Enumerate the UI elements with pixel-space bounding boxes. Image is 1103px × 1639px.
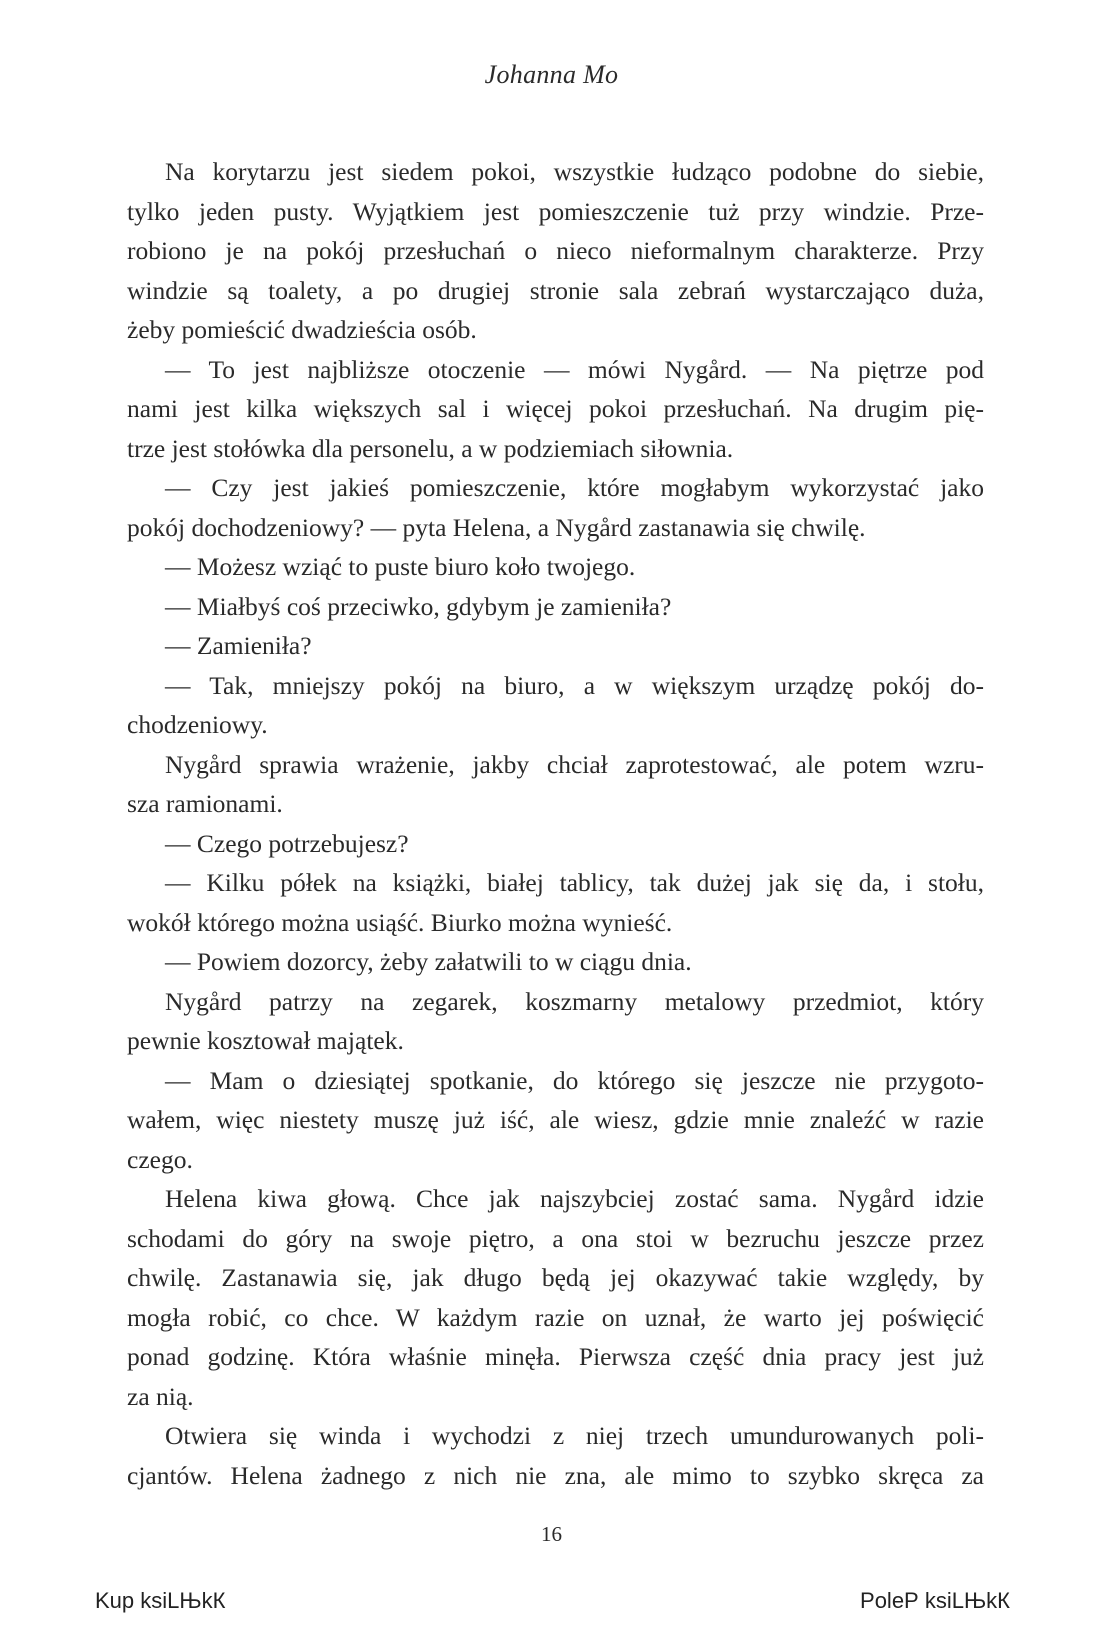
text-line: mogła robić, co chce. W każdym razie on uznał, że warto jej poświęcić: [127, 1302, 984, 1332]
text-line: — Tak, mniejszy pokój na biuro, a w większym urządzę pokój do-: [165, 670, 984, 700]
text-line: windzie są toalety, a po drugiej stronie sala zebrań wystarczająco duża,: [127, 275, 984, 305]
text-line: wokół którego można usiąść. Biurko można wynieść.: [127, 907, 673, 937]
text-line: cjantów. Helena żadnego z nich nie zna, ale mimo to szybko skręca za: [127, 1460, 984, 1490]
text-line: nami jest kilka większych sal i więcej pokoi przesłuchań. Na drugim pię-: [127, 394, 984, 423]
text-line: Nygård patrzy na zegarek, koszmarny metalowy przedmiot, który: [165, 986, 984, 1016]
text-line: Helena kiwa głową. Chce jak najszybciej zostać sama. Nygård idzie: [165, 1184, 984, 1213]
text-line: — Mam o dziesiątej spotkanie, do którego się jeszcze nie przygoto-: [165, 1065, 984, 1095]
text-line: — Zamieniła?: [165, 631, 312, 660]
text-line: — Możesz wziąć to puste biuro koło twojego.: [165, 552, 636, 581]
buy-book-link[interactable]: Kup ksiLЊkК: [95, 1588, 226, 1613]
text-line: Nygård sprawia wrażenie, jakby chciał zaprotestować, ale potem wzru-: [165, 749, 984, 779]
text-line: sza ramionami.: [127, 789, 283, 818]
recommend-book-link[interactable]: PoleР ksiLЊkК: [860, 1588, 1010, 1613]
text-line: za nią.: [127, 1381, 194, 1411]
text-line: tylko jeden pusty. Wyjątkiem jest pomieszczenie tuż przy windzie. Prze-: [127, 196, 984, 226]
text-line: ponad godzinę. Która właśnie minęła. Pierwsza część dnia pracy jest już: [127, 1342, 984, 1371]
page-number: 16: [541, 1522, 562, 1546]
text-line: schodami do góry na swoje piętro, a ona stoi w bezruchu jeszcze przez: [127, 1223, 984, 1253]
text-line: — Czy jest jakieś pomieszczenie, które mogłabym wykorzystać jako: [165, 473, 984, 502]
text-line: pewnie kosztował majątek.: [127, 1026, 404, 1055]
text-line: chodzeniowy.: [127, 710, 268, 739]
text-line: pokój dochodzeniowy? — pyta Helena, a Nygård zastanawia się chwilę.: [127, 512, 866, 542]
text-line: żeby pomieścić dwadzieścia osób.: [127, 315, 477, 344]
text-line: chwilę. Zastanawia się, jak długo będą jej okazywać takie względy, by: [127, 1263, 984, 1292]
text-line: — To jest najbliższe otoczenie — mówi Nygård. — Na piętrze pod: [165, 354, 984, 384]
text-line: trze jest stołówka dla personelu, a w podziemiach siłownia.: [127, 433, 734, 463]
text-line: — Czego potrzebujesz?: [165, 828, 409, 858]
text-line: Otwiera się winda i wychodzi z niej trzech umundurowanych poli-: [165, 1421, 984, 1450]
text-line: czego.: [127, 1144, 193, 1174]
text-line: wałem, więc niestety muszę już iść, ale wiesz, gdzie mnie znaleźć w razie: [127, 1105, 984, 1134]
text-line: robiono je na pokój przesłuchań o nieco nieformalnym charakterze. Przy: [127, 236, 984, 265]
running-header-author: Johanna Mo: [484, 60, 619, 89]
body-text: [127, 152, 984, 1495]
text-line: — Powiem dozorcy, żeby załatwili to w ciągu dnia.: [165, 947, 692, 976]
text-line: — Kilku półek na książki, białej tablicy, tak dużej jak się da, i stołu,: [165, 868, 984, 897]
text-line: Na korytarzu jest siedem pokoi, wszystkie łudząco podobne do siebie,: [165, 157, 984, 186]
text-line: — Miałbyś coś przeciwko, gdybym je zamieniła?: [165, 591, 672, 621]
